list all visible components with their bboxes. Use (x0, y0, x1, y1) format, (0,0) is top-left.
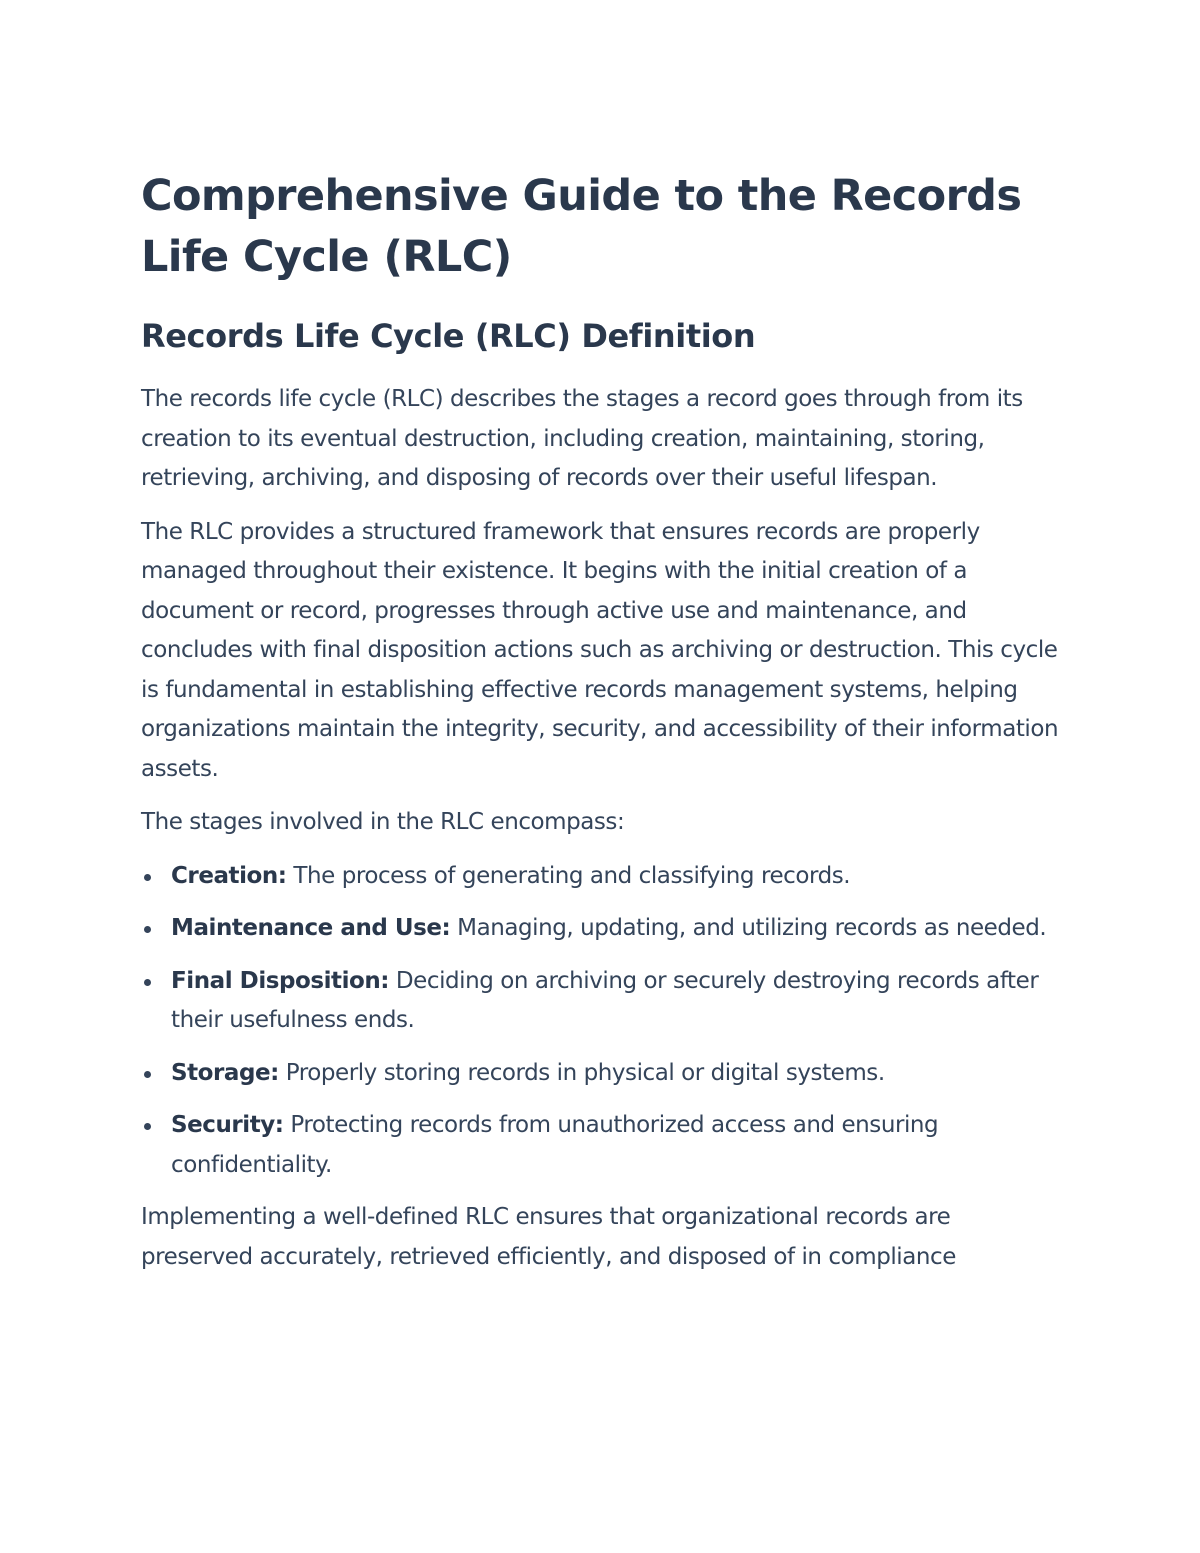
definition-paragraph: The records life cycle (RLC) describes the stages a record goes through from its creation to its eventual destruction, including creation, maintaining, storing, retrieving, archiving, and disposing of records over their useful lifespan. (141, 386, 1023, 491)
bullet-icon (144, 874, 151, 881)
stage-list-item (141, 962, 1066, 1041)
bullet-icon (144, 1071, 151, 1078)
stage-description: Protecting records from unauthorized access and ensuring confidentiality. (171, 1112, 939, 1178)
stage-description: Deciding on archiving or securely destroying records after their usefulness ends. (171, 967, 1039, 1033)
stage-list-item (141, 909, 1066, 949)
stage-description: Managing, updating, and utilizing records as needed. (450, 915, 1047, 941)
bullet-icon (144, 926, 151, 933)
bullet-icon (144, 1123, 151, 1130)
stage-list-item (141, 857, 1066, 897)
stage-list-item (141, 1054, 1066, 1094)
stage-list-item (141, 1106, 1066, 1185)
framework-paragraph: The RLC provides a structured framework that ensures records are properly managed throughout their existence. It begins with the initial creation of a document or record, progresses through active use and maintenance, and concludes with final disposition actions such as archiving or destruction. This cycle is fundamental in establishing effective records management systems, helping organizations maintain the integrity, security, and accessibility of their information assets. (141, 518, 1059, 782)
implementation-paragraph: Implementing a well-defined RLC ensures that organizational records are preserved accurately, retrieved efficiently, and disposed of in compliance (141, 1204, 956, 1270)
stage-term: Creation: (171, 862, 287, 889)
stage-term: Security: (171, 1112, 284, 1138)
section-heading: Records Life Cycle (RLC) Definition (141, 317, 756, 355)
document-title: Comprehensive Guide to the Records Life Cycle (RLC) (141, 171, 1022, 282)
stage-term: Final Disposition: (171, 967, 390, 994)
stages-list (141, 857, 1066, 1186)
stage-term: Maintenance and Use: (171, 915, 451, 941)
document-page (141, 166, 1066, 1277)
stage-description: The process of generating and classifying records. (286, 862, 851, 889)
stages-intro-paragraph: The stages involved in the RLC encompass: (141, 809, 625, 835)
stage-term: Storage: (171, 1059, 279, 1086)
stage-description: Properly storing records in physical or digital systems. (278, 1059, 885, 1086)
bullet-icon (144, 979, 151, 986)
